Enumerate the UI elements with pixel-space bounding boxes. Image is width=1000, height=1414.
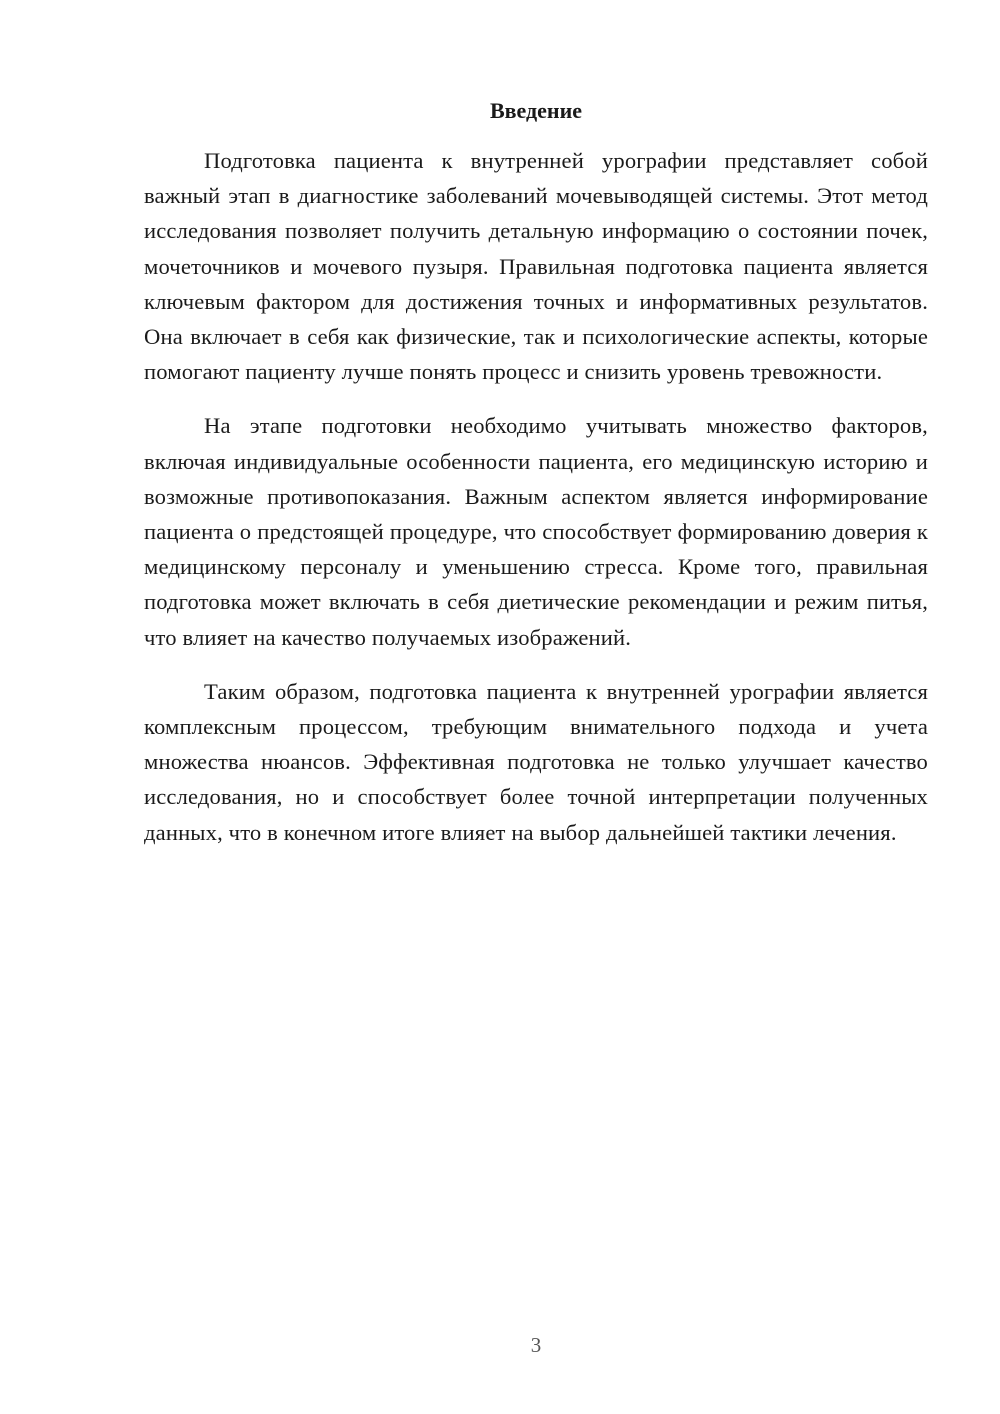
section-heading: Введение <box>489 98 583 123</box>
paragraph-3: Таким образом, подготовка пациента к внутренней урографии является комплексным процессом, требующим внимательного подхода и учета множества нюансов. Эффективная подготовка не только улучшает качество исследования, но и способствует более точной интерпретации полученных данных, что в конечном итоге влияет на выбор дальнейшей тактики лечения. <box>144 678 928 845</box>
body-text <box>144 143 928 869</box>
paragraph-2: На этапе подготовки необходимо учитывать множество факторов, включая индивидуальные особенности пациента, его медицинскую историю и возможные противопоказания. Важным аспектом является информирование пациента о предстоящей процедуре, что способствует формированию доверия к медицинскому персоналу и уменьшению стресса. Кроме того, правильная подготовка может включать в себя диетические рекомендации и режим питья, что влияет на качество получаемых изображений. <box>144 413 928 650</box>
page-number: 3 <box>530 1333 542 1357</box>
paragraph-1: Подготовка пациента к внутренней урографии представляет собой важный этап в диагностике заболеваний мочевыводящей системы. Этот метод исследования позволяет получить детальную информацию о состоянии почек, мочеточников и мочевого пузыря. Правильная подготовка пациента является ключевым фактором для достижения точных и информативных результатов. Она включает в себя как физические, так и психологические аспекты, которые помогают пациенту лучше понять процесс и снизить уровень тревожности. <box>144 148 928 385</box>
